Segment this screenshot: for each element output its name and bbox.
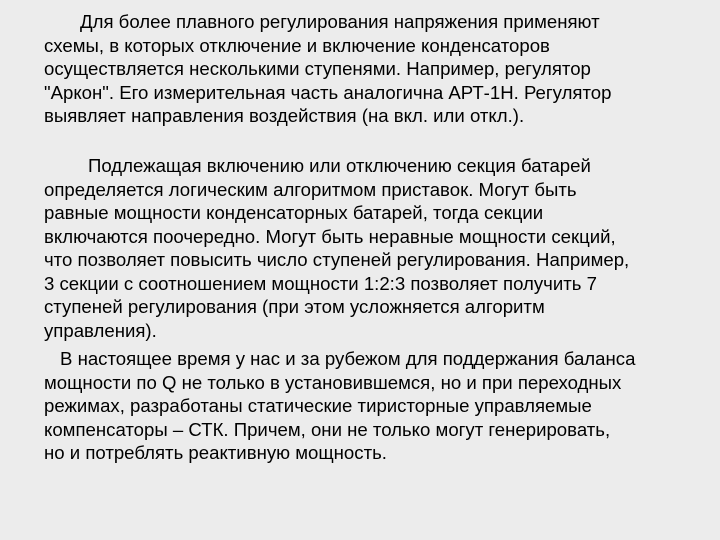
text-line: осуществляется несколькими ступенями. Например, регулятор	[44, 58, 591, 79]
paragraph-static-compensators	[44, 347, 635, 465]
paragraph-regulation-steps	[44, 10, 611, 128]
text-line: ступеней регулирования (при этом усложняется алгоритм	[44, 296, 545, 317]
text-line: схемы, в которых отключение и включение конденсаторов	[44, 34, 550, 56]
text-line: режимах, разработаны статические тиристорные управляемые	[44, 395, 592, 416]
text-line: "Аркон". Его измерительная часть аналогична АРТ-1Н. Регулятор	[44, 81, 612, 103]
text-line: В настоящее время у нас и за рубежом для поддержания баланса	[60, 348, 636, 369]
text-line: Подлежащая включению или отключению секция батарей	[88, 155, 591, 176]
text-line: 3 секции с соотношением мощности 1:2:3 позволяет получить 7	[44, 272, 597, 294]
text-line: компенсаторы – СТК. Причем, они не только могут генерировать,	[44, 418, 611, 440]
paragraph-battery-sections	[44, 154, 629, 342]
text-line: мощности по Q не только в установившемся, но и при переходных	[44, 371, 622, 393]
text-line: Для более плавного регулирования напряжения применяют	[80, 11, 600, 32]
text-line: что позволяет повысить число ступеней регулирования. Например,	[44, 249, 630, 270]
text-line: управления).	[44, 319, 157, 341]
text-line: но и потреблять реактивную мощность.	[44, 442, 387, 463]
text-line: определяется логическим алгоритмом приставок. Могут быть	[44, 178, 577, 200]
text-line: включаются поочередно. Могут быть неравные мощности секций,	[44, 225, 616, 247]
text-line: выявляет направления воздействия (на вкл. или откл.).	[44, 105, 525, 126]
text-line: равные мощности конденсаторных батарей, тогда секции	[44, 202, 544, 223]
